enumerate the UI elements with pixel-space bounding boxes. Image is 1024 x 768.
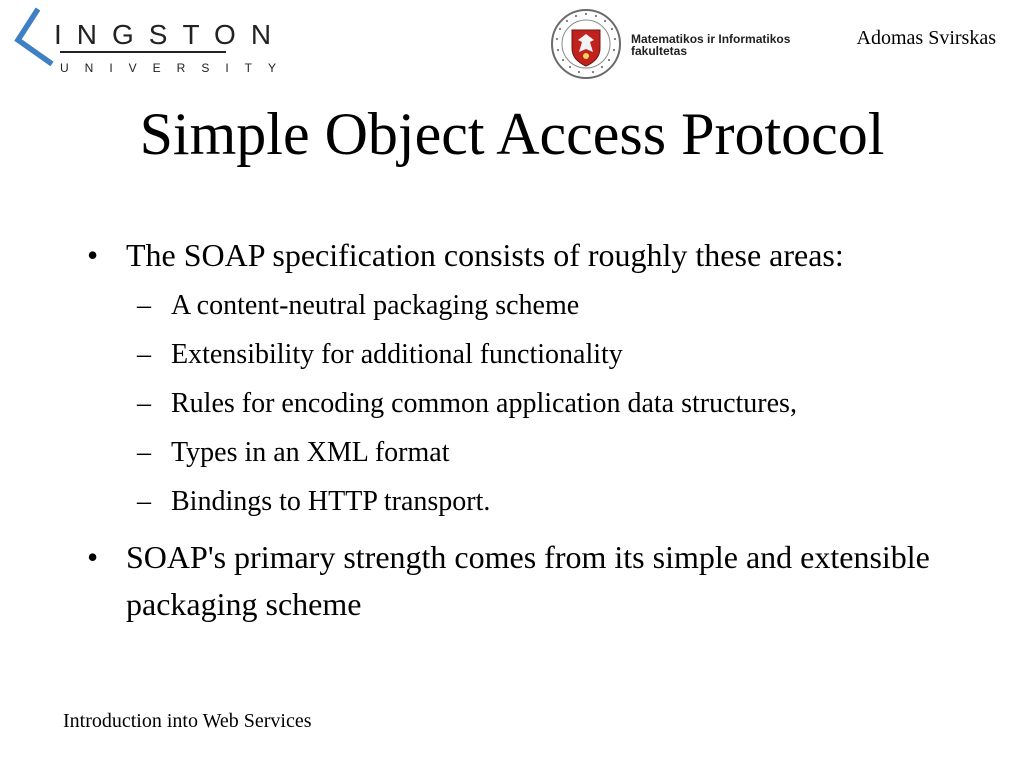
bullet-marker: • — [87, 539, 99, 575]
faculty-name-line1: Matematikos ir Informatikos — [631, 32, 791, 46]
bullet-item — [85, 534, 985, 628]
faculty-name-line2: fakultetas — [631, 44, 688, 58]
kingston-university-logo — [12, 6, 293, 78]
sub-bullet-text: A content-neutral packaging scheme — [171, 290, 580, 321]
author-name: Adomas Svirskas — [856, 27, 996, 49]
dash-marker: – — [137, 339, 151, 370]
dash-marker: – — [137, 388, 151, 419]
bullet-item — [85, 232, 985, 279]
dash-marker: – — [137, 290, 151, 321]
dash-marker: – — [137, 437, 151, 468]
bullet-text: The SOAP specification consists of roughly these areas: — [126, 237, 844, 273]
sub-bullet-list — [85, 281, 985, 526]
dash-marker: – — [137, 486, 151, 517]
bullet-text: SOAP's primary strength comes from its simple and extensible packaging scheme — [126, 539, 930, 622]
sub-bullet-item — [85, 281, 985, 330]
sub-bullet-text: Rules for encoding common application data structures, — [171, 388, 797, 419]
sub-bullet-text: Bindings to HTTP transport. — [171, 486, 491, 517]
faculty-name — [631, 33, 790, 57]
sub-bullet-item — [85, 330, 985, 379]
sub-bullet-item — [85, 379, 985, 428]
sub-bullet-text: Extensibility for additional functionality — [171, 339, 623, 370]
slide-footer: Introduction into Web Services — [63, 710, 312, 732]
sub-bullet-text: Types in an XML format — [171, 437, 450, 468]
vilnius-university-seal-icon — [550, 8, 622, 80]
slide-title: Simple Object Access Protocol — [139, 101, 885, 167]
svg-text:UNIVERSITY: UNIVERSITY — [60, 61, 293, 75]
svg-text:INGSTON: INGSTON — [54, 19, 287, 50]
slide-body — [85, 232, 985, 628]
sub-bullet-item — [85, 477, 985, 526]
bullet-marker: • — [87, 237, 99, 273]
vu-faculty-logo — [550, 8, 820, 80]
sub-bullet-item — [85, 428, 985, 477]
